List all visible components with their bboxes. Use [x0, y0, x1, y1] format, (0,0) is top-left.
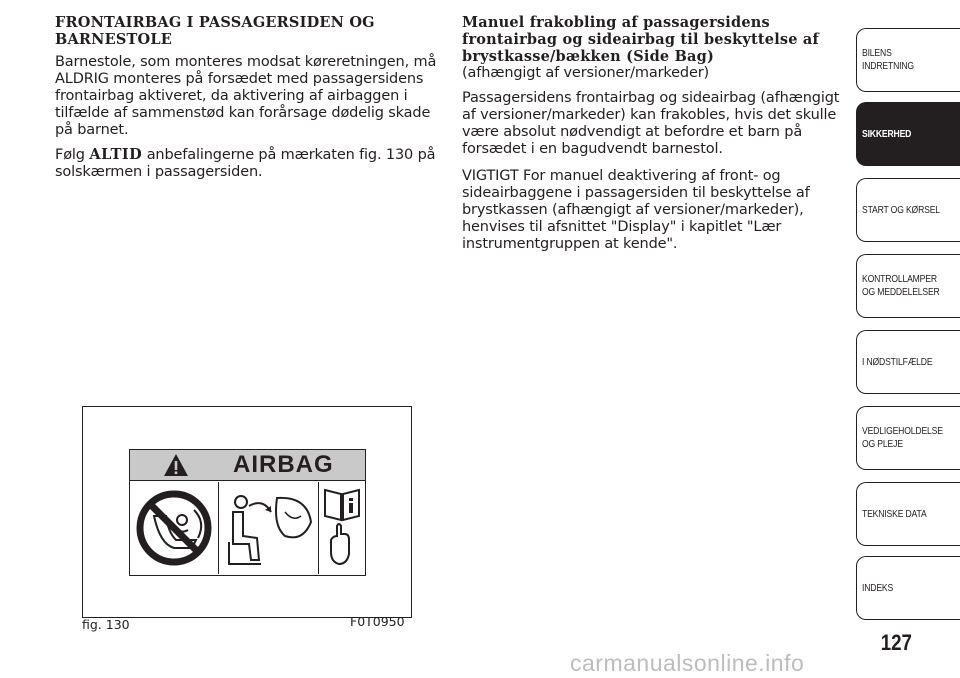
tab-tekniske-data[interactable]: [856, 482, 960, 546]
tab-label: KONTROLLAMPER OG MEDDELELSER: [862, 273, 940, 298]
childseat-warning-paragraph: Barnestole, som monteres modsat køreretningen, må ALDRIG monteres på forsædet med passagersidens frontairbag aktiveret, da aktivering af airbaggen i tilfælde af sammenstød kan forårsage dødelig skade på barnet.: [55, 54, 437, 138]
label-instruction-paragraph: [55, 146, 440, 181]
section-subheading: (afhængigt af versioner/markeder): [462, 65, 710, 81]
airbag-warning-label: [129, 449, 366, 576]
tab-bilens-indretning[interactable]: [856, 28, 960, 92]
tab-label: TEKNISKE DATA: [862, 507, 927, 520]
figure-caption: fig. 130: [82, 617, 130, 632]
chapter-tabs: [856, 28, 960, 628]
left-column: [55, 14, 440, 188]
instruction-suffix: anbefalingerne på mærkaten fig. 130 på solskærmen i passagersiden.: [55, 147, 436, 180]
tab-vedligeholdelse[interactable]: [856, 406, 960, 470]
right-column: [462, 14, 847, 260]
warning-triangle-icon: [163, 453, 189, 477]
tab-indeks[interactable]: [856, 556, 960, 620]
instruction-emphasis: ALTID: [89, 146, 143, 163]
tab-sikkerhed[interactable]: [856, 102, 960, 166]
watermark: carmanualsonline.info: [570, 650, 805, 676]
tab-kontrollamper[interactable]: [856, 254, 960, 318]
tab-label: SIKKERHED: [862, 127, 912, 140]
deactivation-paragraph: Passagersidens frontairbag og sideairbag (afhængigt af versioner/markeder) kan frakobles, hvis det skulle være absolut nødvendigt at befordre et barn på forsædet i en bagudvendt barnestol.: [462, 90, 840, 157]
tab-label: VEDLIGEHOLDELSE OG PLEJE: [862, 425, 943, 450]
section-heading-airbag-childseat: FRONTAIRBAG I PASSAGERSIDEN OG BARNESTOLE: [55, 14, 375, 48]
tab-label: INDEKS: [862, 581, 894, 594]
airbag-deployment-icon: [219, 482, 319, 574]
tab-nodstilfaelde[interactable]: [856, 330, 960, 394]
figure-code: F0T0950: [350, 614, 405, 629]
tab-label: I NØDSTILFÆLDE: [862, 355, 933, 368]
page-number: 127: [880, 630, 912, 655]
figure-130: [82, 406, 412, 618]
section-heading-manual-deactivation: Manuel frakobling af passagersidens frontairbag og sideairbag til beskyttelse af brystkasse/bækken (Side Bag): [462, 14, 819, 65]
read-manual-icon: [319, 482, 365, 574]
tab-label: START OG KØRSEL: [862, 203, 940, 216]
label-title: AIRBAG: [233, 451, 334, 478]
important-note-paragraph: VIGTIGT For manuel deaktivering af front- og sideairbaggene i passagersiden til beskyttelse af brystkassen (afhængigt af versioner/markeder), henvises til afsnittet "Display" i kapitlet "Lær instrumentgruppen at kende".: [462, 168, 810, 252]
tab-start-og-korsel[interactable]: [856, 178, 960, 242]
label-header: [130, 450, 365, 481]
tab-label: BILENS INDRETNING: [862, 47, 914, 72]
no-rearfacing-childseat-icon: [130, 482, 219, 574]
instruction-prefix: Følg: [55, 147, 90, 163]
